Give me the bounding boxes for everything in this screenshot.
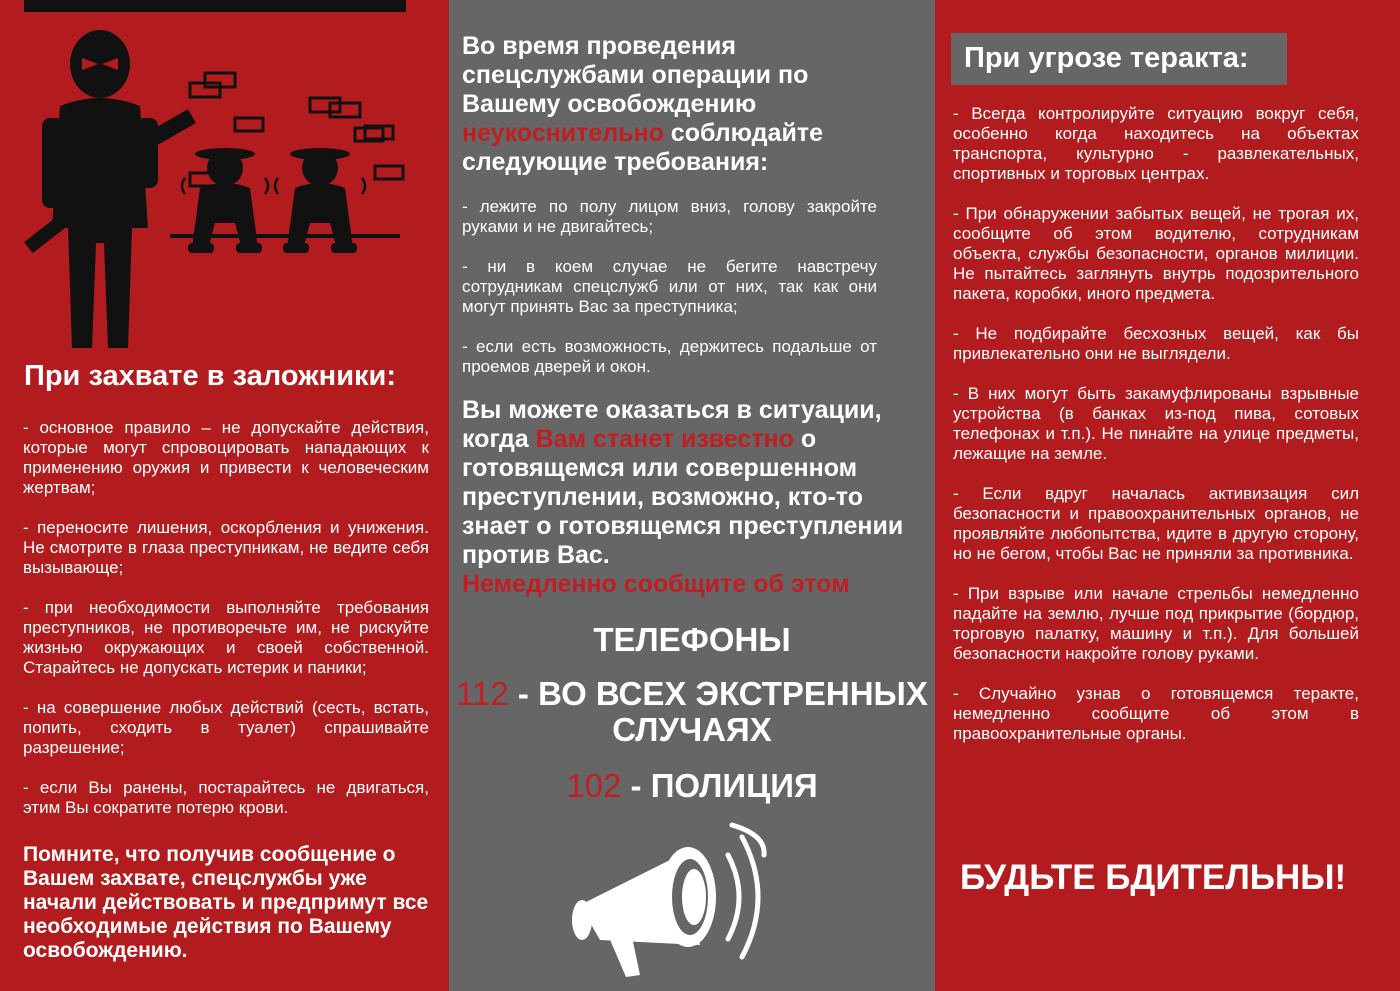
operation-heading-text: Во время проведения спецслужбами операции по Вашему освобождению [462,32,809,118]
operation-rule: - ни в коем случае не бегите навстречу сотрудникам спецслужб или от них, так как они могут принять Вас за преступника; [462,257,877,316]
threat-rule: - Случайно узнав о готовящемся теракте, немедленно сообщите об этом в правоохранительные органы. [953,684,1359,743]
threat-rule: - Если вдруг началась активизация сил безопасности и правоохранительных органов, не проявляйте любопытства, идите в другую сторону, но не бегом, чтобы Вас не приняли за противника. [953,484,1359,563]
threat-rules [953,104,1359,764]
hostage-rule: - основное правило – не допускайте действия, которые могут спровоцировать нападающих к применению оружия и привести к человеческим жертвам; [23,418,429,497]
phone-emergency-label: - ВО ВСЕХ ЭКСТРЕННЫХ СЛУЧАЯХ [508,675,928,748]
megaphone-icon [560,815,780,985]
top-black-bar [24,0,406,12]
operation-heading-highlight: неукоснительно [462,119,664,147]
hostage-heading: При захвате в заложники: [24,360,397,392]
operation-rules [462,197,877,397]
rescue-note: Помните, что получив сообщение о Вашем захвате, спецслужбы уже начали действовать и предпримут все необходимые действия по Вашему освобождению. [23,843,429,962]
left-panel [0,0,449,991]
phone-police-label: - ПОЛИЦИЯ [621,767,818,804]
hostage-rules [23,418,429,838]
hostage-rule: - переносите лишения, оскорбления и унижения. Не смотрите в глаза преступникам, не ведите себя вызывающе; [23,518,429,577]
operation-heading [462,32,902,177]
operation-rule: - если есть возможность, держитесь подальше от проемов дверей и окон. [462,337,877,376]
situation-call: Немедленно сообщите об этом [462,570,850,598]
phones-title: ТЕЛЕФОНЫ [593,621,791,658]
threat-title: При угрозе теракта: [964,42,1249,74]
operation-rule: - лежите по полу лицом вниз, голову закройте руками и не двигайтесь; [462,197,877,236]
operation-heading-text-end: соблюдайте следующие требования: [462,119,823,176]
situation-highlight: Вам станет известно [535,425,794,453]
hostage-rule: - если Вы ранены, постарайтесь не двигаться, этим Вы сократите потерю крови. [23,778,429,817]
hostage-rule: - при необходимости выполняйте требования преступников, не противоречьте им, не рискуйте жизнью окружающих и своей собственной. Старайтесь не допускать истерик и паники; [23,598,429,677]
threat-rule: - Всегда контролируйте ситуацию вокруг себя, особенно когда находитесь на объектах транспорта, культурно - развлекательных, спортивных и торговых центрах. [953,104,1359,183]
threat-rule: - При обнаружении забытых вещей, не трогая их, сообщите об этом водителю, сотрудникам объекта, службы безопасности, органов милиции. Не пытайтесь заглянуть внутрь подозрительного пакета, коробки, иного предмета. [953,204,1359,303]
phone-police [449,768,935,804]
phone-emergency [449,676,935,748]
phone-police-number: 102 [566,767,622,804]
hostage-rule: - на совершение любых действий (сесть, встать, попить, сходить в туалет) спрашивайте разрешение; [23,698,429,757]
vigilance-slogan: БУДЬТЕ БДИТЕЛЬНЫ! [960,858,1347,897]
situation-text [462,396,912,599]
threat-rule: - В них могут быть закамуфлированы взрывные устройства (в банках из-под пива, сотовых телефонах и т.п.). Не пинайте на улице предметы, лежащие на земле. [953,384,1359,463]
terrorist-with-hostages-icon [20,28,410,353]
situation-text-end: о готовящемся или совершенном преступлении, возможно, кто-то знает о готовящемся преступлении против Вас. [462,425,904,569]
threat-rule: - При взрыве или начале стрельбы немедленно падайте на землю, лучше под прикрытие (бордюр, торговую палатку, машину и т.п.). Для большей безопасности накройте голову руками. [953,584,1359,663]
situation-text-start: Вы можете оказаться в ситуации, когда [462,396,882,453]
phone-emergency-number: 112 [456,675,509,712]
threat-rule: - Не подбирайте бесхозных вещей, как бы привлекательно они не выглядели. [953,324,1359,363]
